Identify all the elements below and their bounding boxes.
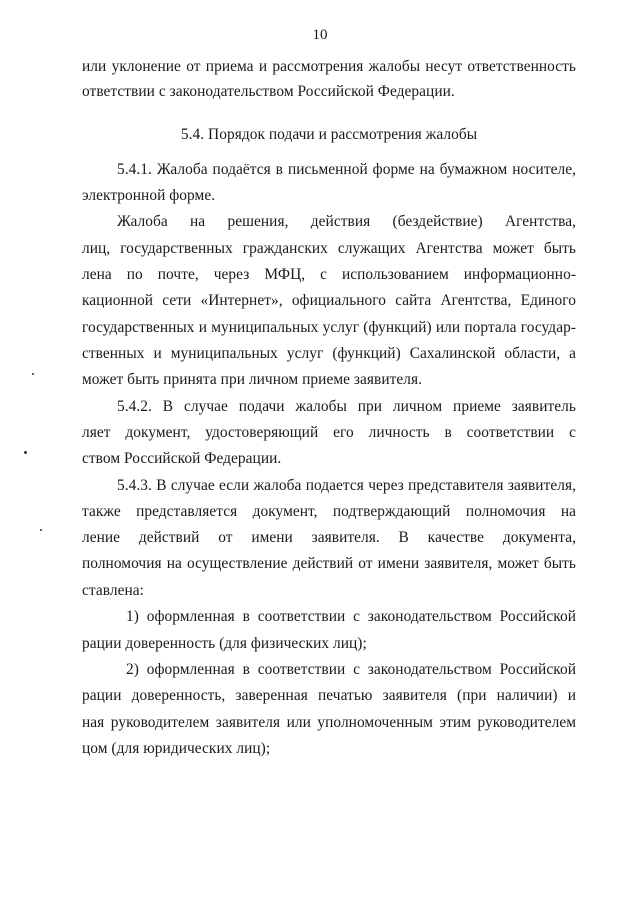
text-line: ственных и муниципальных услуг (функций) Сахалинской области, а — [82, 345, 576, 362]
text-line: может быть принята при личном приеме заявителя. — [82, 371, 423, 388]
text-line: ставлена: — [82, 582, 144, 599]
text-line: рации доверенность (для физических лиц); — [82, 635, 367, 652]
text-line: 5.4.3. В случае если жалоба подается через представителя заявителя, — [117, 477, 576, 494]
text-line: лена по почте, через МФЦ, с использованием информационно- — [82, 266, 576, 283]
text-line: 5.4.1. Жалоба подаётся в письменной форме на бумажном носителе, — [117, 161, 576, 178]
scan-speck — [24, 451, 27, 454]
text-line: 1) оформленная в соответствии с законодательством Российской — [126, 608, 576, 625]
page-number: 10 — [312, 27, 328, 43]
scan-speck — [32, 373, 34, 375]
text-line: ление действий от имени заявителя. В качестве документа, — [82, 529, 576, 546]
text-line: цом (для юридических лиц); — [82, 740, 271, 757]
text-line: 5.4.2. В случае подачи жалобы при личном приеме заявитель — [117, 398, 576, 415]
text-line: ством Российской Федерации. — [82, 450, 282, 467]
text-line: ная руководителем заявителя или уполномоченным этим руководителем — [82, 714, 576, 731]
text-line: Жалоба на решения, действия (бездействие) Агентства, — [117, 213, 576, 230]
text-line: электронной форме. — [82, 187, 216, 204]
text-line: кационной сети «Интернет», официального сайта Агентства, Единого — [82, 292, 576, 309]
text-line: также представляется документ, подтверждающий полномочия на — [82, 503, 576, 520]
text-line: лиц, государственных гражданских служащих Агентства может быть — [82, 240, 576, 257]
text-line: полномочия на осуществление действий от имени заявителя, может быть — [82, 555, 576, 572]
section-heading: 5.4. Порядок подачи и рассмотрения жалобы — [180, 126, 478, 143]
text-line: государственных и муниципальных услуг (функций) или портала государ- — [82, 319, 576, 336]
text-line: ляет документ, удостоверяющий его личность в соответствии с — [82, 424, 576, 441]
text-line: ответствии с законодательством Российской Федерации. — [82, 83, 455, 100]
text-line: или уклонение от приема и рассмотрения жалобы несут ответственность — [82, 58, 576, 75]
text-line: 2) оформленная в соответствии с законодательством Российской — [126, 661, 576, 678]
text-line: рации доверенность, заверенная печатью заявителя (при наличии) и — [82, 687, 576, 704]
scan-speck — [40, 529, 42, 531]
